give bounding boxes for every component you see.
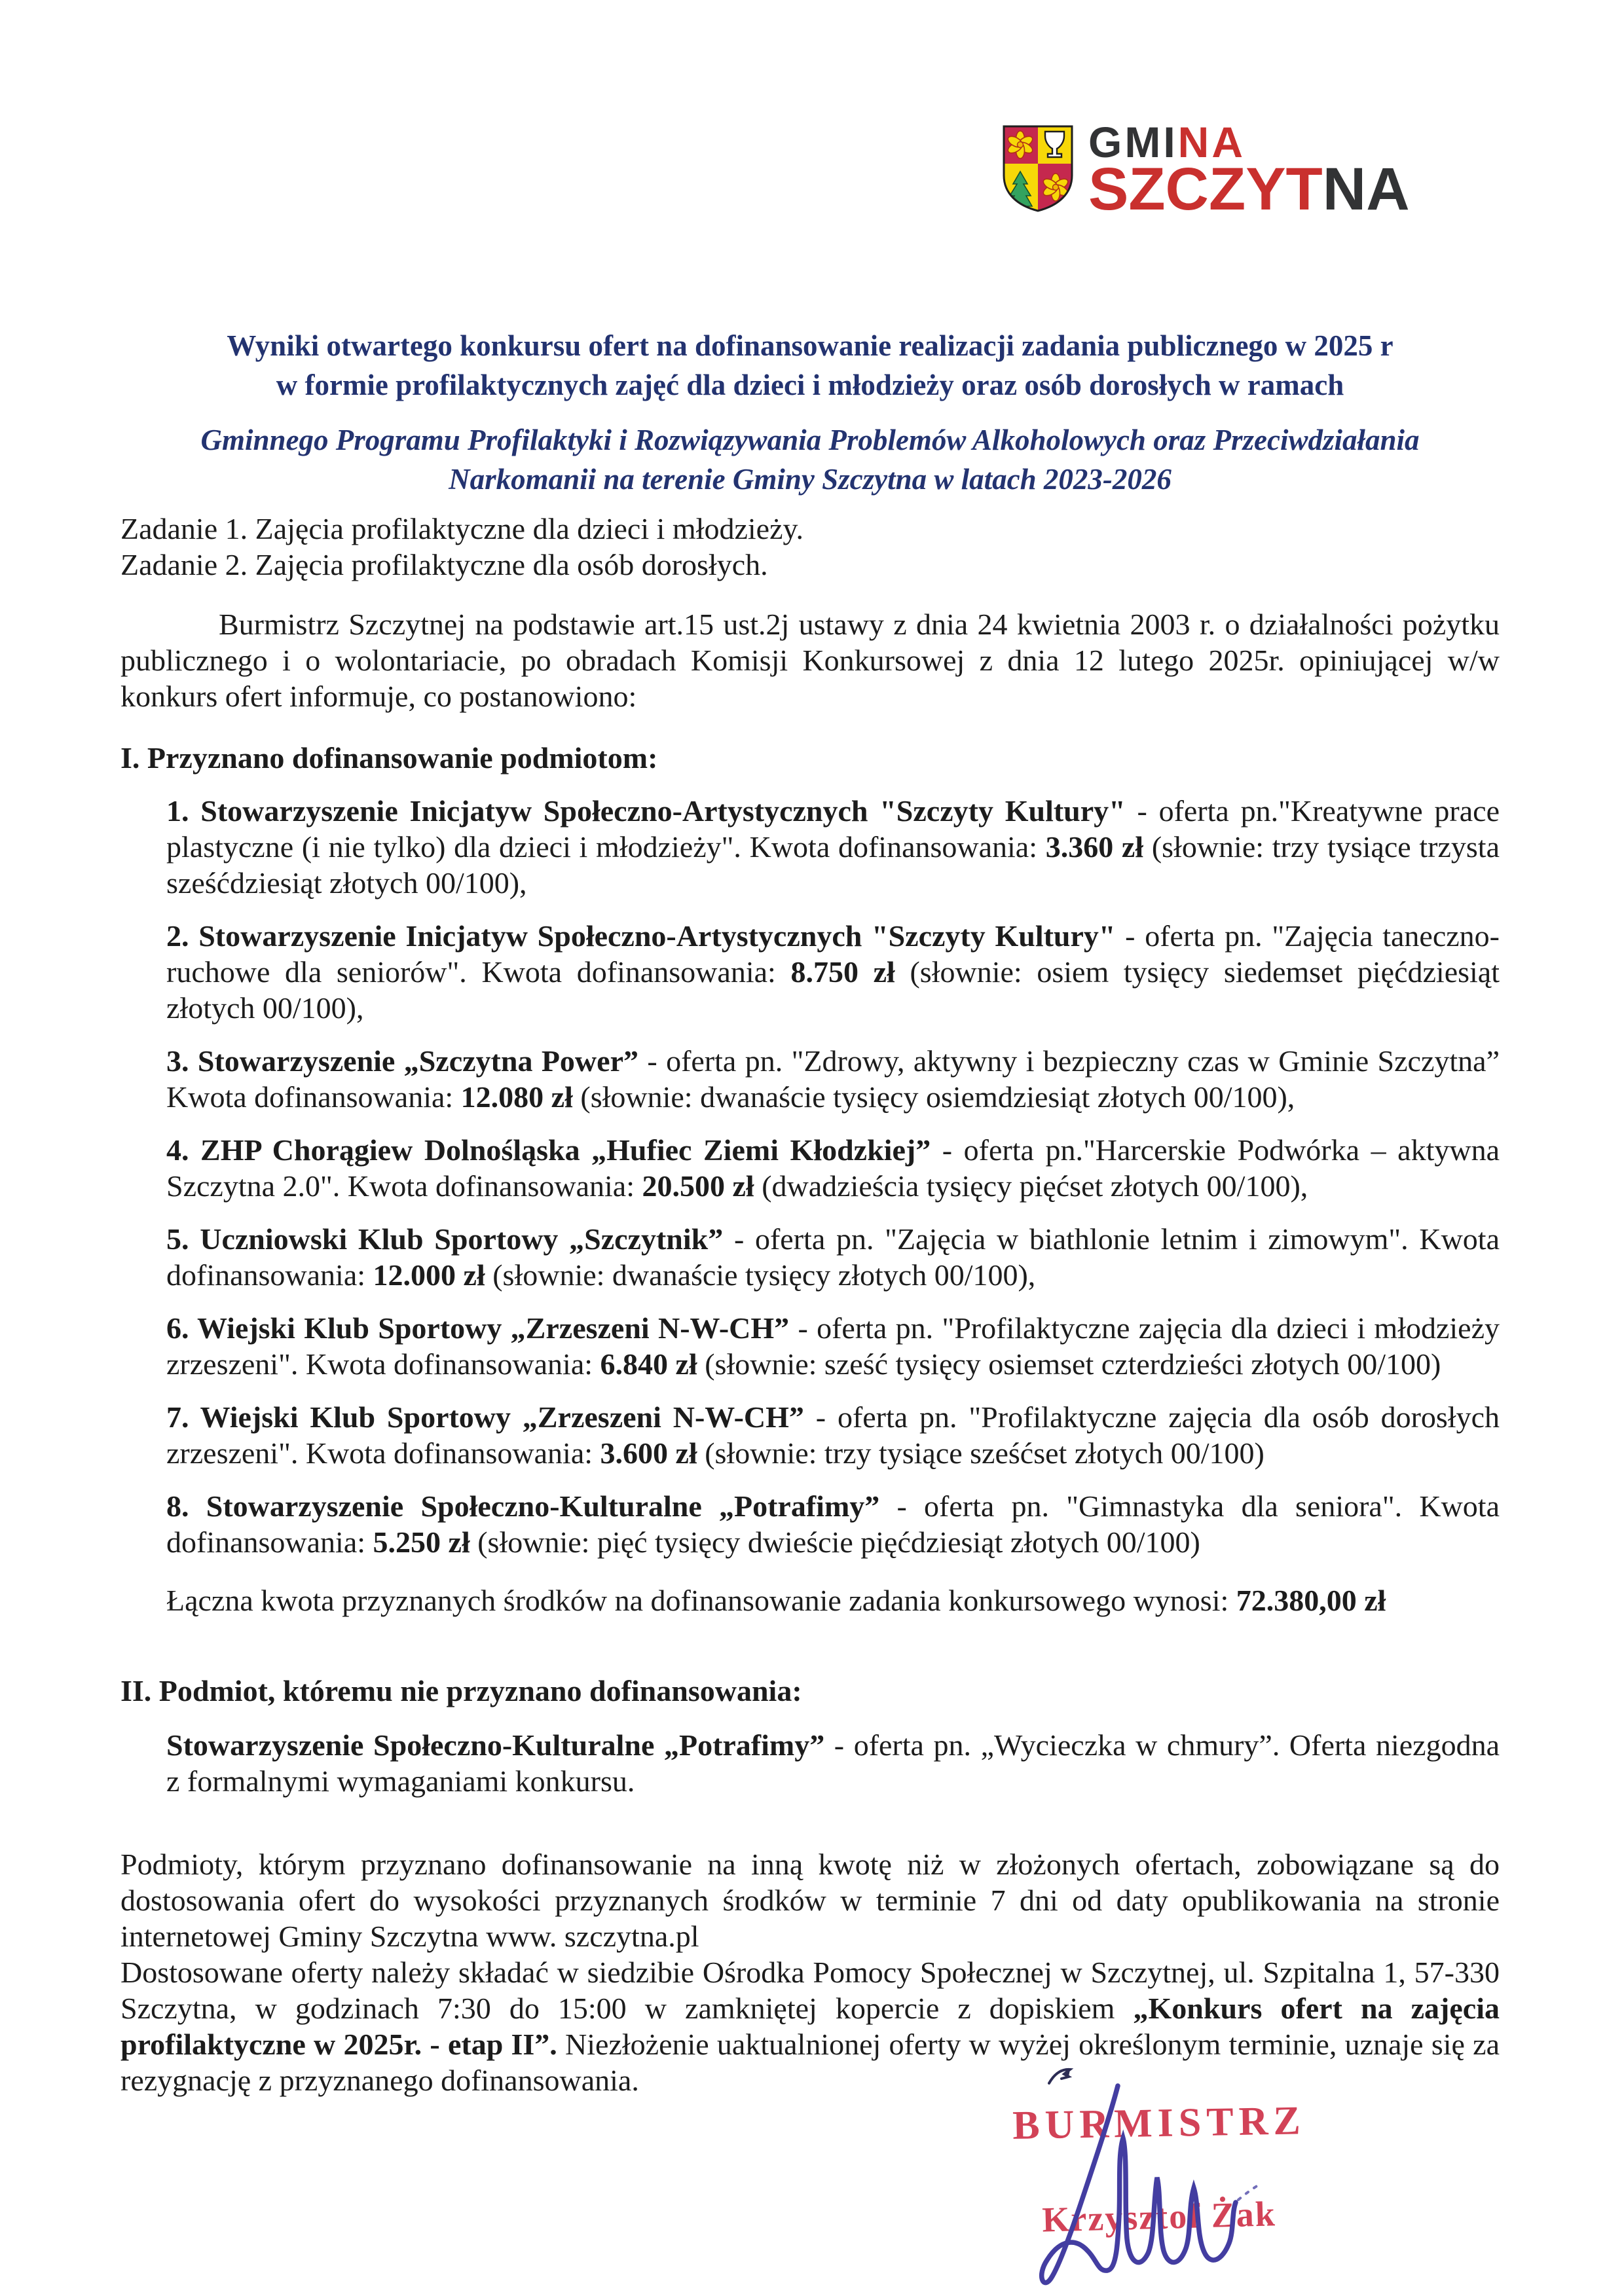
title-line-3: Gminnego Programu Profilaktyki i Rozwiązywania Problemów Alkoholowych oraz Przeciwdziałania <box>200 424 1420 456</box>
section-2-heading: II. Podmiot, któremu nie przyznano dofinansowania: <box>120 1674 802 1707</box>
logo-line-szczytna: SZCZYTNA <box>1088 156 1410 223</box>
grant-item-5: 5. Uczniowski Klub Sportowy „Szczytnik” - oferta pn. "Zajęcia w biathlonie letnim i zimowym". Kwota dofinansowania: 12.000 zł (słownie: dwanaście tysięcy złotych 00/100), <box>166 1222 1500 1292</box>
total-amount-value: 72.380,00 zł <box>1236 1584 1386 1617</box>
section-1-heading: I. Przyznano dofinansowanie podmiotom: <box>120 741 658 774</box>
intro-paragraph: Burmistrz Szczytnej na podstawie art.15 ust.2j ustawy z dnia 24 kwietnia 2003 r. o działalności pożytku publicznego i o wolontariacie, po obradach Komisji Konkursowej z dnia 12 lutego 2025r. opiniującej w/w konkurs ofert informuje, co postanowiono: <box>120 608 1500 713</box>
grant-item-1: 1. Stowarzyszenie Inicjatyw Społeczno-Artystycznych "Szczyty Kultury" - oferta pn."Kreatywne prace plastyczne (i nie tylko) dla dzieci i młodzieży". Kwota dofinansowania: 3.360 zł (słownie: trzy tysiące trzysta sześćdziesiąt złotych 00/100), <box>166 794 1500 900</box>
grant-item-6: 6. Wiejski Klub Sportowy „Zrzeszeni N-W-CH” - oferta pn. "Profilaktyczne zajęcia dla dzieci i młodzieży zrzeszeni". Kwota dofinansowania: 6.840 zł (słownie: sześć tysięcy osiemset czterdzieści złotych 00/100) <box>166 1311 1500 1381</box>
grant-item-4: 4. ZHP Chorągiew Dolnośląska „Hufiec Ziemi Kłodzkiej” - oferta pn."Harcerskie Podwórka – aktywna Szczytna 2.0". Kwota dofinansowania: 20.500 zł (dwadzieścia tysięcy pięćset złotych 00/100), <box>166 1133 1500 1203</box>
total-amount-line: Łączna kwota przyznanych środków na dofinansowanie zadania konkursowego wynosi: 72.380,00 zł <box>166 1584 1386 1617</box>
task-line-2: Zadanie 2. Zajęcia profilaktyczne dla osób dorosłych. <box>120 548 768 581</box>
title-line-4: Narkomanii na terenie Gminy Szczytna w latach 2023-2026 <box>449 463 1172 496</box>
grant-items <box>120 793 1500 1560</box>
logo-line-gmina: GMINA <box>1088 118 1246 166</box>
title-line-2: w formie profilaktycznych zajęć dla dzieci i młodzieży oraz osób dorosłych w ramach <box>276 369 1344 401</box>
title-line-1: Wyniki otwartego konkursu ofert na dofinansowanie realizacji zadania publicznego w 2025 r <box>227 329 1393 362</box>
rejected-item: Stowarzyszenie Społeczno-Kulturalne „Potrafimy” - oferta pn. „Wycieczka w chmury”. Oferta niezgodna z formalnymi wymaganiami konkursu. <box>166 1728 1500 1798</box>
stamp-title: BURMISTRZ <box>1012 2098 1306 2148</box>
closing-paragraph-2: Dostosowane oferty należy składać w siedzibie Ośrodka Pomocy Społecznej w Szczytnej, ul. Szpitalna 1, 57-330 Szczytna, w godzinach 7:30 do 15:00 w zamkniętej kopercie z dopiskiem „Konkurs ofert na zajęcia profilaktyczne w 2025r. - etap II”. Niezłożenie uaktualnionej oferty w wyżej określonym terminie, uznaje się za rezygnację z przyznanego dofinansowania. <box>120 1956 1500 2097</box>
stamp-name: Krzysztof Żak <box>1041 2194 1277 2240</box>
task-line-1: Zadanie 1. Zajęcia profilaktyczne dla dzieci i młodzieży. <box>120 512 803 545</box>
grant-item-3: 3. Stowarzyszenie „Szczytna Power” - oferta pn. "Zdrowy, aktywny i bezpieczny czas w Gminie Szczytna” Kwota dofinansowania: 12.080 zł (słownie: dwanaście tysięcy osiemdziesiąt złotych 00/100), <box>166 1044 1500 1114</box>
grant-item-2: 2. Stowarzyszenie Inicjatyw Społeczno-Artystycznych "Szczyty Kultury" - oferta pn. "Zajęcia taneczno-ruchowe dla seniorów". Kwota dofinansowania: 8.750 zł (słownie: osiem tysięcy siedemset pięćdziesiąt złotych 00/100), <box>166 919 1500 1025</box>
grant-item-8: 8. Stowarzyszenie Społeczno-Kulturalne „Potrafimy” - oferta pn. "Gimnastyka dla seniora". Kwota dofinansowania: 5.250 zł (słownie: pięć tysięcy dwieście pięćdziesiąt złotych 00/100) <box>166 1489 1500 1559</box>
document-title <box>120 326 1500 499</box>
document-body <box>120 0 1500 2098</box>
task-list <box>120 511 1500 583</box>
handwritten-signature-ink <box>1025 2082 1261 2288</box>
closing-paragraph-1: Podmioty, którym przyznano dofinansowanie na inną kwotę niż w złożonych ofertach, zobowiązane są do dostosowania ofert do wysokości przyznanych środków w terminie 7 dni od daty opublikowania na stronie internetowej Gminy Szczytna www. szczytna.pl <box>120 1848 1500 1953</box>
grant-item-7: 7. Wiejski Klub Sportowy „Zrzeszeni N-W-CH” - oferta pn. "Profilaktyczne zajęcia dla osób dorosłych zrzeszeni". Kwota dofinansowania: 3.600 zł (słownie: trzy tysiące sześćset złotych 00/100) <box>166 1400 1500 1470</box>
